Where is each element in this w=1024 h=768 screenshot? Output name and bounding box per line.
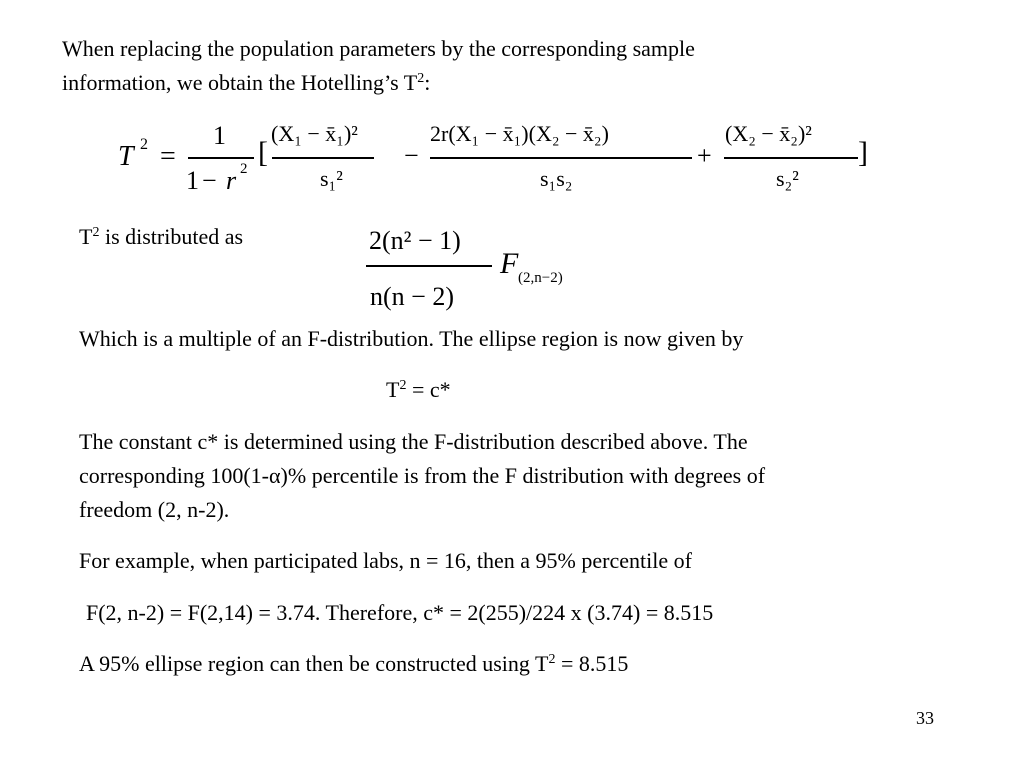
ellipse-equation: $T^2 = c*$ bbox=[386, 377, 451, 402]
eq-equals: = bbox=[160, 141, 176, 172]
constant-line-1: The constant c* is determined using the F-distribution described above. The bbox=[79, 429, 748, 454]
dist-F-sub: (2,n−2) bbox=[518, 270, 563, 286]
example-line-2: F(2, n-2) = F(2,14) = 3.74. Therefore, c* = 2(255)/224 x (3.74) = 8.515 bbox=[86, 600, 714, 625]
eq-lhs-T: T bbox=[118, 141, 134, 172]
constant-line-3: freedom (2, n-2). bbox=[79, 497, 230, 522]
eq-lhs-exp: 2 bbox=[140, 136, 148, 153]
eq-term1-num: (X₁ − x̄₁)² bbox=[271, 121, 358, 146]
eq-term1-bar bbox=[272, 157, 374, 159]
page-number: 33 bbox=[916, 708, 934, 728]
dist-F: F bbox=[500, 247, 519, 280]
eq-term3-bar bbox=[724, 157, 858, 159]
eq-minus: − bbox=[404, 141, 419, 170]
eq-term2-bar bbox=[430, 157, 692, 159]
eq-coef-den-minus: − bbox=[202, 166, 217, 195]
example-line-1: For example, when participated labs, n = 16, then a 95% percentile of bbox=[79, 548, 692, 573]
dist-den: n(n − 2) bbox=[370, 282, 454, 311]
alpha-symbol: α bbox=[269, 463, 281, 488]
eq-plus: + bbox=[697, 141, 712, 170]
eq-coef-den-r: r bbox=[226, 166, 237, 195]
eq-term3-den: s₂² bbox=[776, 166, 799, 191]
eq-coef-num: 1 bbox=[213, 121, 226, 150]
intro-line-1: When replacing the population parameters by the corresponding sample bbox=[62, 36, 695, 61]
eq-term2-den: s₁s₂ bbox=[540, 166, 573, 191]
distribution-label: $T^2$ is distributed as bbox=[79, 224, 244, 249]
dist-num: 2(n² − 1) bbox=[369, 226, 461, 255]
eq-open-bracket: [ bbox=[258, 136, 268, 169]
dist-bar bbox=[366, 265, 492, 267]
eq-term1-den: s₁² bbox=[320, 166, 343, 191]
eq-close-bracket: ] bbox=[858, 136, 868, 169]
intro-line-2: information, we obtain the Hotelling’s $T^2$: bbox=[62, 70, 431, 95]
eq-coef-bar bbox=[188, 157, 254, 159]
constant-line-2: corresponding 100(1-α)% percentile is from the F distribution with degrees of bbox=[79, 463, 766, 488]
ellipse-text: Which is a multiple of an F-distribution. The ellipse region is now given by bbox=[79, 326, 744, 351]
eq-term3-num: (X₂ − x̄₂)² bbox=[725, 121, 812, 146]
eq-term2-num: 2r(X₁ − x̄₁)(X₂ − x̄₂) bbox=[430, 121, 609, 146]
eq-coef-den-1: 1 bbox=[186, 166, 199, 195]
conclusion-line: A 95% ellipse region can then be constructed using $T^2 = 8.515$ bbox=[79, 651, 629, 676]
eq-coef-den-exp: 2 bbox=[240, 161, 248, 177]
